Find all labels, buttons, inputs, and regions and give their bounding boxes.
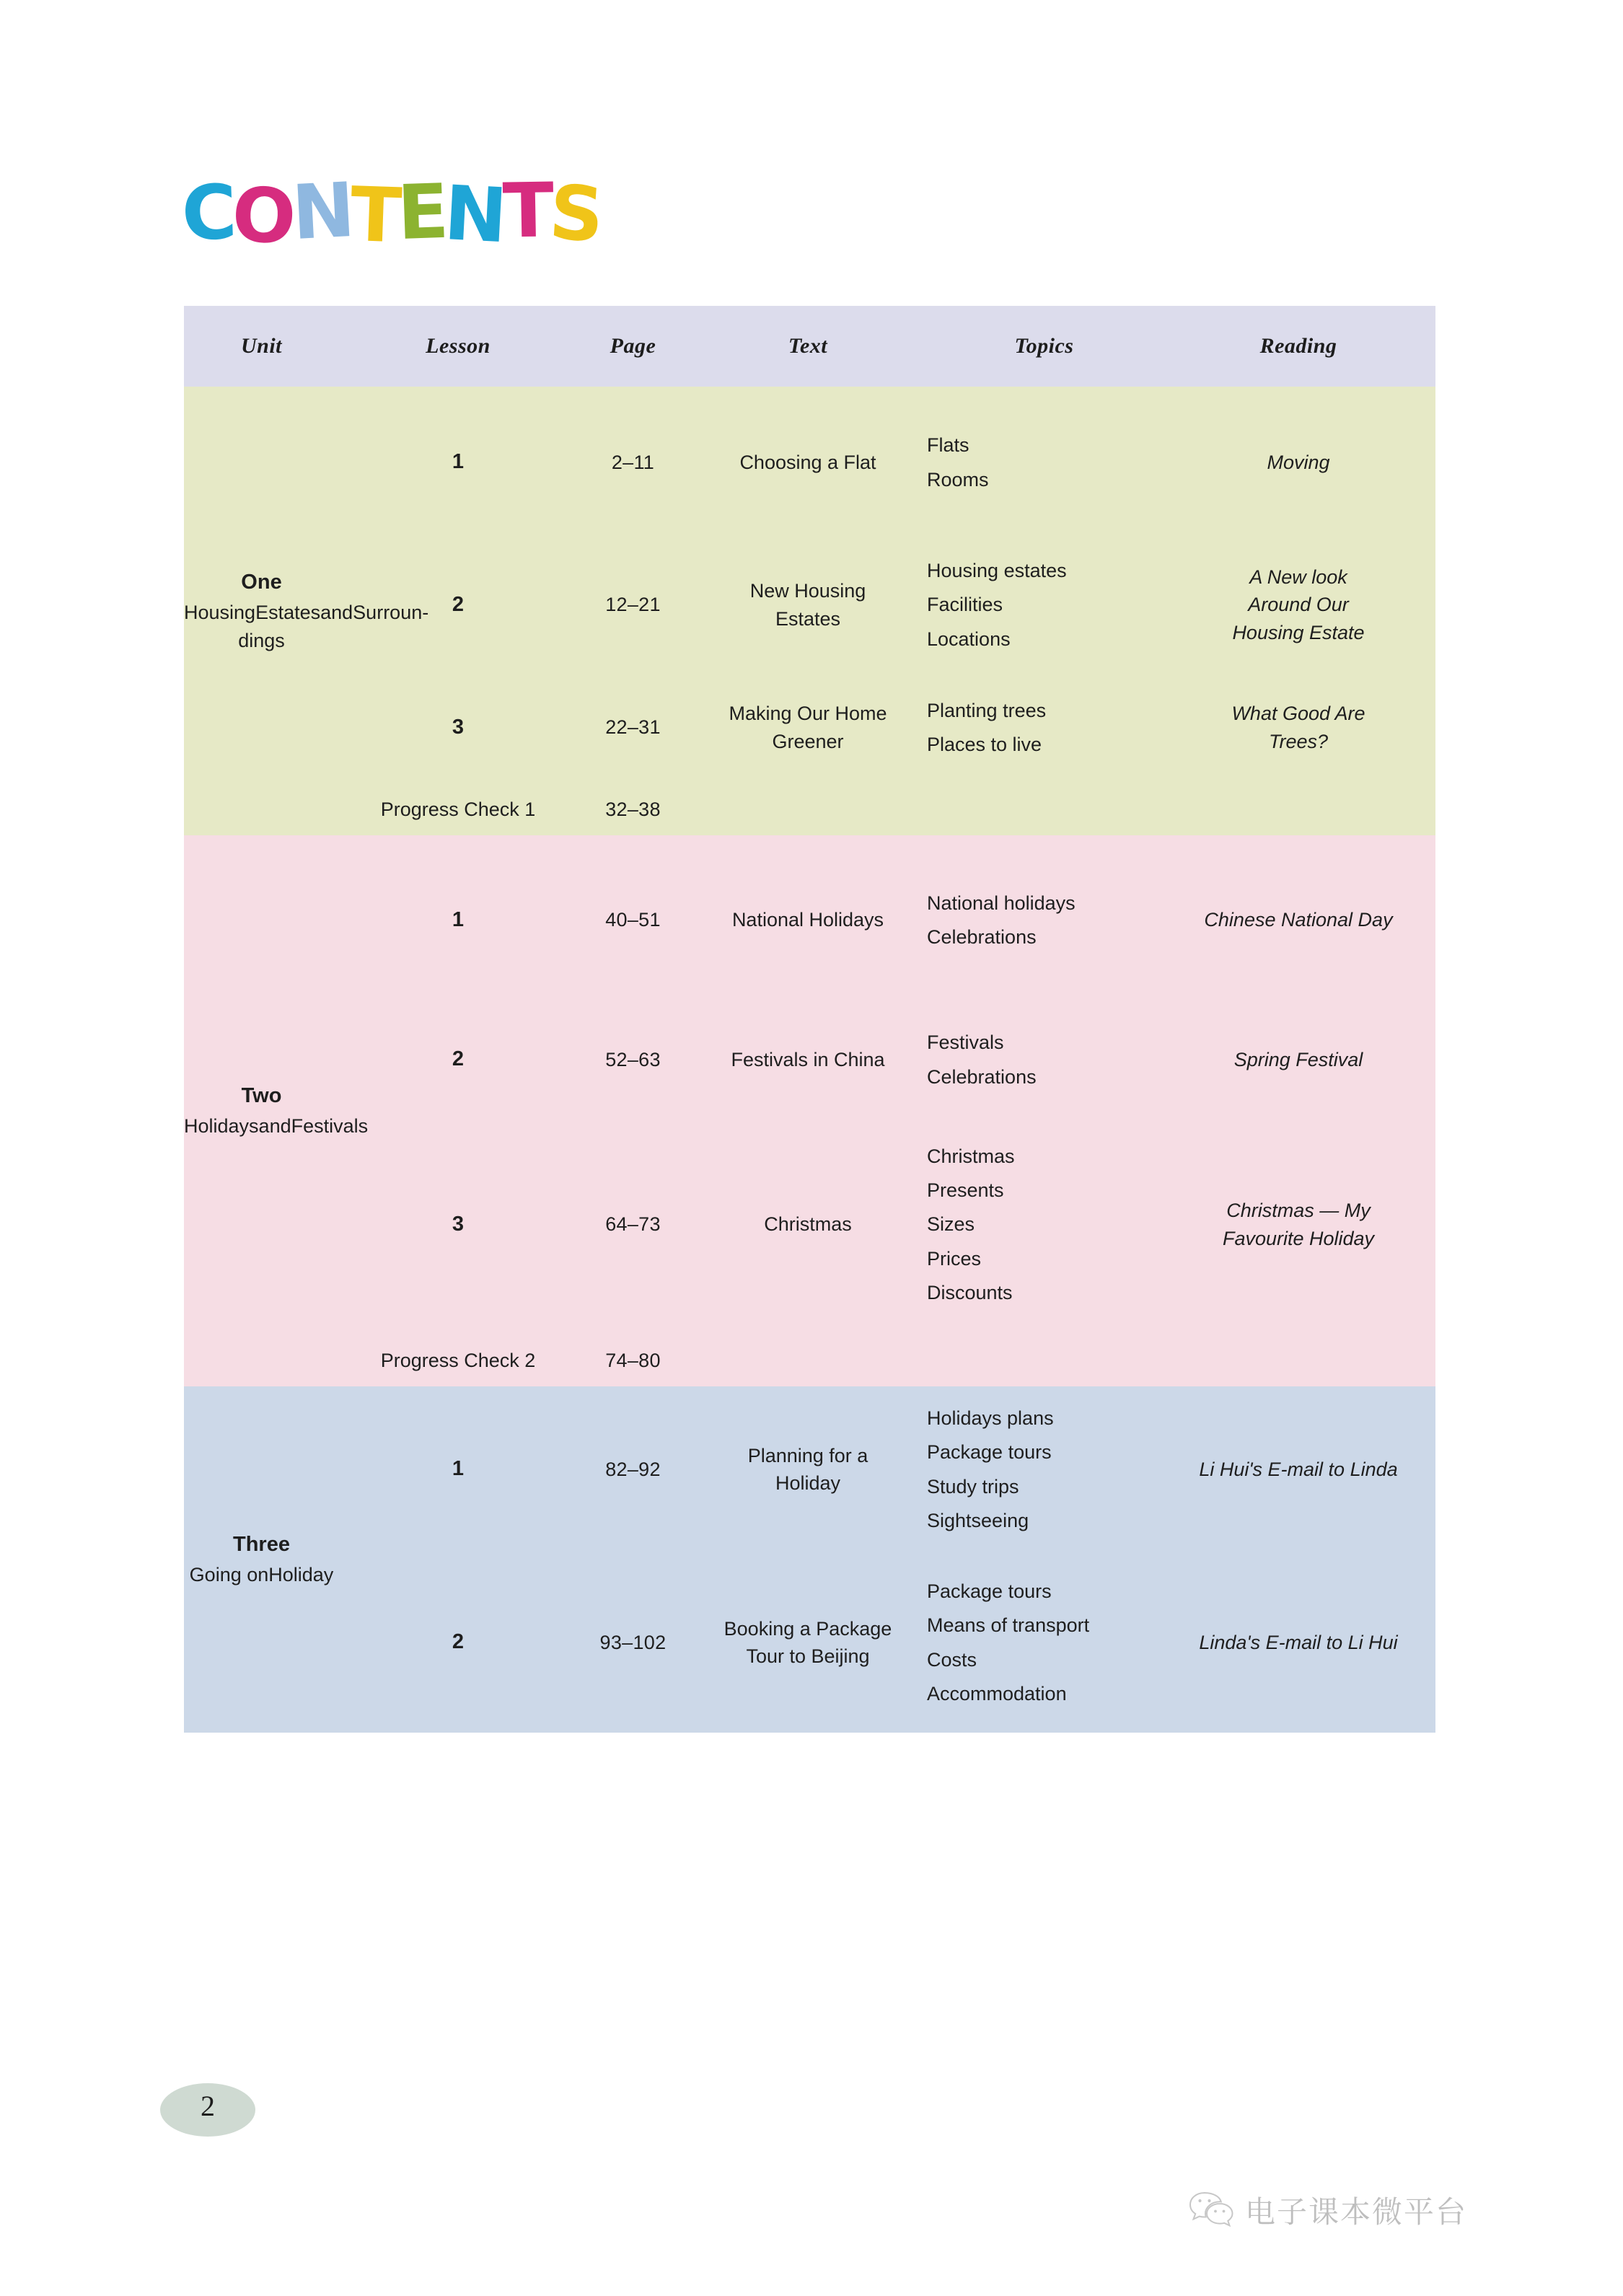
unit-name bbox=[184, 1561, 339, 1589]
text-title bbox=[689, 1005, 927, 1114]
page-number: 2 bbox=[201, 2090, 215, 2122]
line-0: A New look bbox=[1249, 566, 1347, 588]
column-header-topics: Topics bbox=[927, 306, 1161, 387]
page-range: 82–92 bbox=[577, 1386, 689, 1552]
line-0: New Housing bbox=[749, 580, 866, 602]
line-0: Holidays plans bbox=[927, 1407, 1054, 1429]
text-title bbox=[689, 1386, 927, 1552]
line-0: Making Our Home bbox=[729, 703, 887, 725]
table-body bbox=[184, 387, 1435, 1733]
progress-check-row bbox=[184, 1334, 1435, 1386]
topics-list bbox=[927, 1386, 1161, 1552]
line-0: Festivals in China bbox=[731, 1048, 885, 1070]
line-0: Christmas — My bbox=[1226, 1200, 1371, 1222]
line-2: Sizes bbox=[927, 1213, 975, 1236]
progress-check-label: Progress Check 2 bbox=[339, 1334, 577, 1386]
unit-name bbox=[184, 599, 429, 655]
progress-check-label: Progress Check 1 bbox=[339, 783, 577, 835]
page-range: 93–102 bbox=[577, 1552, 689, 1733]
line-3: Prices bbox=[927, 1247, 982, 1270]
column-header-page: Page bbox=[577, 306, 689, 387]
unit-number: Two bbox=[241, 1084, 282, 1108]
title-letter-t-6: T bbox=[501, 166, 550, 255]
page-range: 22–31 bbox=[577, 672, 689, 783]
column-header-unit: Unit bbox=[184, 306, 339, 387]
line-1: Holiday bbox=[268, 1564, 334, 1586]
line-0: Li Hui's E-mail to Linda bbox=[1199, 1458, 1398, 1480]
title-letter-c-0: C bbox=[180, 167, 234, 258]
line-2: Study trips bbox=[927, 1475, 1019, 1497]
text-title bbox=[689, 538, 927, 672]
line-2: and bbox=[320, 601, 353, 623]
reading-title bbox=[1161, 835, 1435, 1005]
unit-cell bbox=[184, 1386, 339, 1733]
line-1: Estates bbox=[255, 601, 321, 623]
unit-cell bbox=[184, 387, 429, 835]
table-row bbox=[184, 1005, 1435, 1114]
line-0: Christmas bbox=[927, 1145, 1015, 1167]
line-1: Presents bbox=[927, 1179, 1004, 1201]
lesson-number: 1 bbox=[339, 1386, 577, 1552]
line-0: Choosing a Flat bbox=[739, 451, 876, 473]
progress-check-row bbox=[184, 783, 1435, 835]
page-title bbox=[180, 165, 687, 269]
text-title bbox=[689, 387, 927, 538]
unit-number: Three bbox=[233, 1533, 290, 1557]
line-1: Holiday bbox=[775, 1472, 841, 1494]
column-header-text: Text bbox=[689, 306, 927, 387]
line-1: Tour to Beijing bbox=[746, 1645, 870, 1667]
line-1: and bbox=[258, 1115, 291, 1138]
empty-cell bbox=[927, 783, 1161, 835]
table-row bbox=[184, 1552, 1435, 1733]
contents-table bbox=[184, 306, 1435, 1733]
reading-title bbox=[1161, 1386, 1435, 1552]
line-0: National Holidays bbox=[731, 909, 884, 931]
lesson-number: 2 bbox=[339, 1005, 577, 1114]
topics-list bbox=[927, 538, 1161, 672]
progress-check-page: 74–80 bbox=[577, 1334, 689, 1386]
watermark bbox=[1189, 2189, 1467, 2232]
table-row bbox=[184, 672, 1435, 783]
line-1: Favourite Holiday bbox=[1222, 1227, 1375, 1249]
title-letter-o-1: O bbox=[229, 170, 294, 262]
line-0: Housing bbox=[184, 601, 256, 623]
lesson-number: 1 bbox=[339, 387, 577, 538]
title-letter-t-3: T bbox=[348, 170, 399, 260]
table-row bbox=[184, 1386, 1435, 1552]
lesson-number: 2 bbox=[339, 538, 577, 672]
line-0: Planting trees bbox=[927, 699, 1047, 721]
line-1: Trees? bbox=[1268, 730, 1329, 752]
line-1: Estates bbox=[775, 607, 841, 630]
page-range: 40–51 bbox=[577, 835, 689, 1005]
reading-title bbox=[1161, 387, 1435, 538]
wechat-icon bbox=[1189, 2190, 1233, 2231]
line-1: Rooms bbox=[927, 468, 989, 491]
lesson-number: 2 bbox=[339, 1552, 577, 1733]
unit-number: One bbox=[241, 570, 282, 594]
watermark-text: 电子课本微平台 bbox=[1245, 2194, 1468, 2230]
unit-name bbox=[184, 1112, 369, 1140]
empty-cell bbox=[1161, 1334, 1435, 1386]
page-range: 52–63 bbox=[577, 1005, 689, 1114]
text-title bbox=[689, 672, 927, 783]
line-1: Celebrations bbox=[927, 1065, 1037, 1088]
empty-cell bbox=[689, 783, 927, 835]
line-0: Spring Festival bbox=[1233, 1048, 1363, 1070]
page-range: 2–11 bbox=[577, 387, 689, 538]
line-0: Package tours bbox=[927, 1580, 1052, 1602]
topics-list bbox=[927, 1552, 1161, 1733]
page-range: 64–73 bbox=[577, 1114, 689, 1334]
line-0: Going on bbox=[189, 1564, 269, 1586]
line-0: Chinese National Day bbox=[1204, 909, 1393, 931]
column-header-lesson: Lesson bbox=[339, 306, 577, 387]
topics-list bbox=[927, 835, 1161, 1005]
line-4: dings bbox=[238, 630, 285, 652]
progress-check-page: 32–38 bbox=[577, 783, 689, 835]
reading-title bbox=[1161, 1114, 1435, 1334]
line-4: Discounts bbox=[927, 1281, 1013, 1303]
line-2: Locations bbox=[927, 628, 1011, 650]
line-0: Planning for a bbox=[747, 1444, 868, 1466]
line-2: Housing Estate bbox=[1232, 621, 1365, 643]
lesson-number: 3 bbox=[339, 1114, 577, 1334]
text-title bbox=[689, 835, 927, 1005]
line-2: Festivals bbox=[291, 1115, 369, 1138]
table-header bbox=[184, 306, 1435, 387]
table-row bbox=[184, 387, 1435, 538]
title-letter-n-2: N bbox=[289, 165, 353, 258]
line-0: Housing estates bbox=[927, 560, 1067, 581]
line-0: What Good Are bbox=[1231, 703, 1365, 725]
unit-cell bbox=[184, 835, 369, 1386]
empty-cell bbox=[927, 1334, 1161, 1386]
line-0: Booking a Package bbox=[723, 1617, 892, 1640]
empty-cell bbox=[689, 1334, 927, 1386]
title-letter-s-7: S bbox=[546, 167, 602, 260]
lesson-number: 1 bbox=[339, 835, 577, 1005]
line-0: Moving bbox=[1267, 451, 1330, 473]
line-0: Flats bbox=[927, 434, 969, 457]
reading-title bbox=[1161, 1005, 1435, 1114]
empty-cell bbox=[1161, 783, 1435, 835]
text-title bbox=[689, 1552, 927, 1733]
table-row bbox=[184, 835, 1435, 1005]
page-range: 12–21 bbox=[577, 538, 689, 672]
table-row bbox=[184, 1114, 1435, 1334]
line-1: Package tours bbox=[927, 1441, 1052, 1464]
topics-list bbox=[927, 672, 1161, 783]
line-1: Greener bbox=[772, 730, 844, 752]
line-0: Linda's E-mail to Li Hui bbox=[1199, 1631, 1398, 1653]
lesson-number: 3 bbox=[339, 672, 577, 783]
column-header-reading: Reading bbox=[1161, 306, 1435, 387]
line-1: Means of transport bbox=[927, 1614, 1090, 1637]
topics-list bbox=[927, 387, 1161, 538]
line-0: Festivals bbox=[927, 1032, 1004, 1054]
line-1: Celebrations bbox=[927, 926, 1037, 948]
table-header-row bbox=[184, 306, 1435, 387]
reading-title bbox=[1161, 538, 1435, 672]
line-0: Holidays bbox=[184, 1115, 259, 1138]
line-1: Facilities bbox=[927, 594, 1003, 616]
line-3: Accommodation bbox=[927, 1682, 1067, 1705]
line-0: National holidays bbox=[927, 892, 1076, 914]
topics-list bbox=[927, 1005, 1161, 1114]
title-letter-n-5: N bbox=[441, 168, 505, 260]
line-1: Around Our bbox=[1248, 594, 1349, 616]
text-title bbox=[689, 1114, 927, 1334]
topics-list bbox=[927, 1114, 1161, 1334]
line-2: Costs bbox=[927, 1648, 977, 1671]
reading-title bbox=[1161, 672, 1435, 783]
line-3: Sightseeing bbox=[927, 1509, 1029, 1531]
line-0: Christmas bbox=[764, 1213, 852, 1236]
line-1: Places to live bbox=[927, 734, 1042, 755]
reading-title bbox=[1161, 1552, 1435, 1733]
title-letter-e-4: E bbox=[395, 167, 446, 258]
line-3: Surroun- bbox=[353, 601, 429, 623]
